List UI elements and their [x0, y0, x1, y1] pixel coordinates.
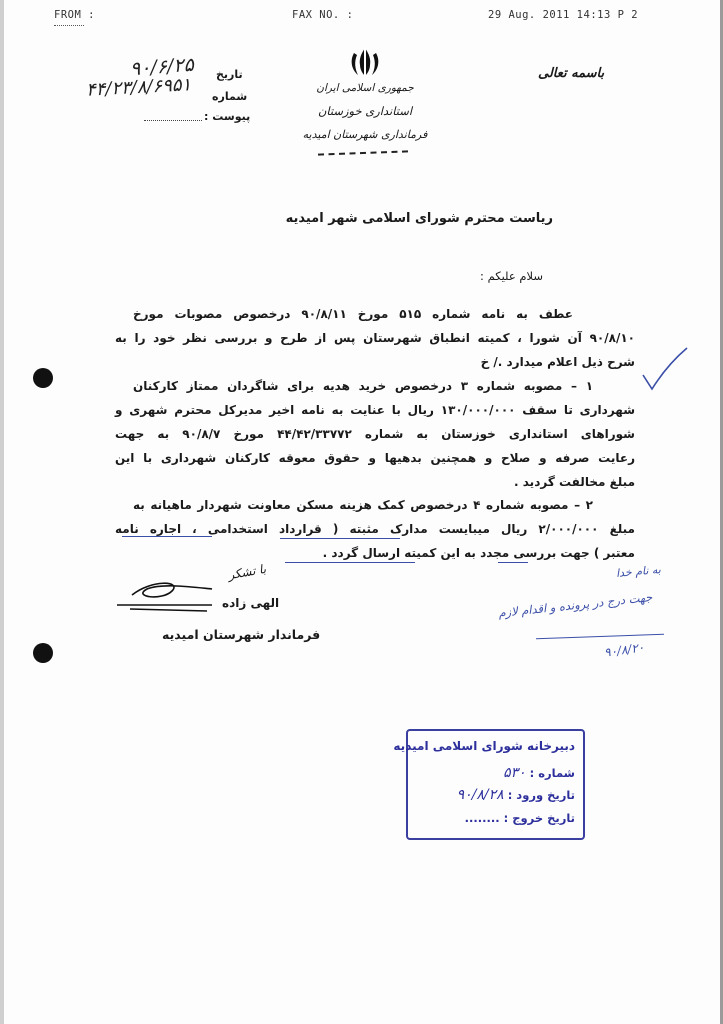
- number-label: شماره: [212, 90, 248, 103]
- registry-stamp: [393, 729, 585, 840]
- body-line: رعایت صرفه و صلاح و همچنین بدهیها و حقوق معوقه کارکنان شهرداری با این: [115, 451, 635, 465]
- stamp-exit-label: تاریخ خروج :: [503, 811, 575, 825]
- stamp-number-value: ۵۳۰: [503, 765, 526, 781]
- date-label: تاریخ: [216, 68, 243, 81]
- pen-underline: [498, 562, 528, 563]
- punch-hole: [33, 368, 53, 388]
- stamp-exit-value: ........: [464, 811, 500, 825]
- stamp-number-label: شماره :: [529, 766, 575, 780]
- body-line: شوراهای استانداری خوزستان به شماره ۴۴/۴۲/۳۳۷۷۲ مورخ ۹۰/۸/۷ به جهت: [115, 427, 635, 441]
- signatory-name: الهی زاده: [222, 596, 280, 610]
- signature-handwritten-mark: با تشکر: [227, 561, 268, 583]
- iran-emblem-icon: [348, 45, 382, 79]
- date-value: ۹۰/۶/۲۵: [129, 53, 195, 81]
- body-line: مبلغ ۲/۰۰۰/۰۰۰ ریال میبایست مدارک مثبته ( قرارداد استخدامی ، اجاره نامه: [115, 522, 635, 536]
- body-line: معتبر ) جهت بررسی مجدد به این کمیته ارسال گردد .: [322, 546, 635, 560]
- margin-note-date: ۹۰/۸/۲۰: [603, 640, 646, 660]
- emblem-line-county: فرمانداری شهرستان امیدیه: [302, 128, 428, 141]
- margin-note-heading: به نام خدا: [615, 563, 662, 580]
- stamp-number-row: [503, 765, 575, 781]
- pen-underline: [285, 562, 415, 563]
- fax-number: FAX NO. :: [292, 9, 354, 21]
- addressee: ریاست محترم شورای اسلامی شهر امیدیه: [285, 211, 553, 226]
- fax-rule: [54, 25, 84, 28]
- body-line: ۲ – مصوبه شماره ۴ درخصوص کمک هزینه مسکن معاونت شهردار ماهیانه به: [133, 498, 593, 512]
- signatory-title: فرماندار شهرستان امیدیه: [162, 627, 321, 642]
- stamp-exit-row: [465, 811, 575, 825]
- scan-left-edge: [0, 0, 4, 1024]
- signature-scribble: [112, 575, 222, 615]
- emblem-line-province: استانداری خوزستان: [317, 104, 413, 118]
- attachment-label: پیوست :: [204, 110, 251, 123]
- body-line: شرح ذیل اعلام میدارد ./ خ: [480, 355, 635, 369]
- stamp-entry-row: [457, 787, 575, 803]
- stamp-entry-value: ۹۰/۸/۲۸: [456, 787, 504, 803]
- attachment-line: [144, 120, 202, 121]
- body-line: ۹۰/۸/۱۰ آن شورا ، کمیته انطباق شهرستان پس از طرح و بررسی نظر خود را به: [115, 331, 635, 345]
- stamp-title: دبیرخانه شورای اسلامی امیدیه: [393, 739, 575, 753]
- body-line: عطف به نامه شماره ۵۱۵ مورخ ۹۰/۸/۱۱ درخصوص مصوبات مورخ: [133, 307, 573, 321]
- margin-note-rule: [536, 634, 664, 639]
- punch-hole: [33, 643, 53, 663]
- pen-underline: [280, 538, 400, 539]
- greeting: سلام علیکم :: [480, 269, 543, 283]
- fax-datetime: 29 Aug. 2011 14:13 P 2: [488, 9, 639, 21]
- number-value: ۴۴/۲۳/۸/۶۹۵۱: [85, 74, 192, 101]
- pen-underline: [122, 536, 212, 537]
- invocation-text: باسمه تعالی: [538, 66, 605, 81]
- stamp-entry-label: تاریخ ورود :: [507, 788, 575, 802]
- emblem-underline: [318, 150, 408, 155]
- body-line: مبلغ مخالفت گردید .: [514, 475, 635, 489]
- margin-note-text: جهت درج در پرونده و اقدام لازم: [497, 589, 653, 621]
- body-line: ۱ – مصوبه شماره ۳ درخصوص خرید هدیه برای شاگردان ممتاز کارکنان: [133, 379, 594, 393]
- fax-from: FROM :: [54, 9, 95, 21]
- body-line: شهرداری تا سقف ۱۳۰/۰۰۰/۰۰۰ ریال با عنایت به نامه اخیر مدیرکل محترم شهری و: [115, 403, 636, 417]
- check-mark-icon: [640, 345, 690, 393]
- emblem-line-country: جمهوری اسلامی ایران: [316, 82, 414, 94]
